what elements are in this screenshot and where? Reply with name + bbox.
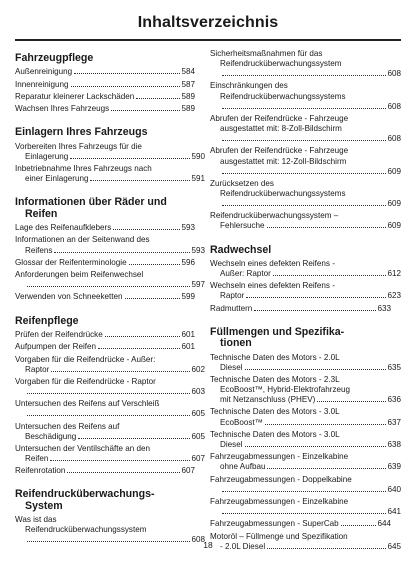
toc-entry-text: Reifens: [25, 245, 53, 255]
toc-entry-text: Technische Daten des Motors - 2.3L: [210, 374, 340, 384]
section-heading: [15, 316, 195, 327]
toc-section: [210, 325, 401, 552]
toc-page-number: 608: [387, 134, 401, 144]
toc-entry-text: Reifendrucküberwachungssystem: [220, 59, 342, 69]
toc-entry-text: Raptor: [220, 291, 245, 301]
toc-entry[interactable]: [15, 80, 195, 90]
dot-leader: [265, 423, 387, 425]
section-heading-line: Radwechsel: [210, 243, 272, 256]
toc-entry-text: Wachsen Ihres Fahrzeugs: [15, 104, 110, 114]
toc-section: [210, 243, 401, 314]
dot-leader: [27, 414, 190, 416]
toc-entry[interactable]: [15, 421, 205, 442]
dot-leader: [113, 228, 180, 230]
toc-page-number: 584: [181, 67, 195, 77]
toc-entry-text: Fahrzeugabmessungen - Einzelkabine: [210, 496, 349, 506]
section-heading: [15, 197, 195, 220]
toc-page-number: 590: [191, 151, 205, 161]
dot-leader: [70, 157, 190, 159]
toc-page-number: 602: [191, 364, 205, 374]
toc-entry-text: Abrufen der Reifendrücke - Fahrzeuge: [210, 113, 349, 123]
dot-leader: [254, 309, 376, 311]
toc-entry[interactable]: [15, 164, 205, 184]
toc-entry-text: Inbetriebnahme Ihres Fahrzeugs nach: [15, 164, 152, 174]
toc-page-number: 603: [191, 386, 205, 396]
toc-entry-text: Technische Daten des Motors - 3.0L: [210, 407, 340, 417]
toc-page-number: 591: [191, 174, 205, 184]
toc-entry-text: ohne Aufbau: [220, 462, 266, 472]
dot-leader: [136, 97, 180, 99]
toc-entry-text: Zurücksetzen des: [210, 178, 274, 188]
toc-section: [210, 49, 401, 232]
dot-leader: [78, 437, 190, 439]
toc-entry-text: Wechseln eines defekten Reifens -: [210, 258, 335, 268]
toc-entry[interactable]: [210, 519, 391, 529]
toc-entry-text: Radmuttern: [210, 303, 253, 313]
toc-entry[interactable]: [15, 342, 195, 352]
section-heading-line: tionen: [220, 337, 252, 350]
toc-page-number: 597: [191, 280, 205, 290]
toc-page-number: 641: [387, 507, 401, 517]
dot-leader: [222, 139, 386, 141]
toc-entry[interactable]: [15, 292, 195, 302]
toc-entry-text: Glossar der Reifenterminologie: [15, 257, 127, 267]
dot-leader: [98, 347, 180, 349]
dot-leader: [341, 524, 377, 526]
toc-entry[interactable]: [15, 223, 195, 233]
toc-entry-text: EcoBoost™: [220, 417, 263, 427]
dot-leader: [105, 335, 181, 337]
toc-section: [15, 488, 205, 545]
toc-page-number: 593: [191, 245, 205, 255]
toc-entry-text: Technische Daten des Motors - 3.0L: [210, 429, 340, 439]
section-heading-line: Einlagern Ihres Fahrzeugs: [15, 126, 148, 139]
section-heading-line: Fahrzeugpflege: [15, 52, 94, 64]
toc-entry[interactable]: [210, 178, 401, 209]
toc-section: [15, 53, 195, 114]
toc-entry-text: Reifenrotation: [15, 466, 66, 476]
toc-page-number: 601: [181, 329, 195, 339]
toc-page-number: 601: [181, 342, 195, 352]
section-heading: [210, 327, 391, 350]
toc-page-number: 635: [387, 362, 401, 372]
toc-entry[interactable]: [210, 49, 401, 79]
toc-page-number: 623: [387, 291, 401, 301]
toc-entry[interactable]: [15, 92, 195, 102]
toc-entry-text: Einlagerung: [25, 151, 69, 161]
toc-entry-text: Was ist das: [15, 515, 57, 525]
dot-leader: [222, 490, 386, 492]
toc-entry[interactable]: [15, 104, 195, 114]
toc-entry[interactable]: [15, 330, 195, 340]
toc-page-number: 609: [387, 166, 401, 176]
toc-entry-text: Wechseln eines defekten Reifens -: [210, 281, 335, 291]
toc-entry-text: Abrufen der Reifendrücke - Fahrzeuge: [210, 146, 349, 156]
toc-entry-text: Reifendrucküberwachungssystem: [25, 525, 147, 535]
toc-entry-text: Einschränkungen des: [210, 81, 288, 91]
toc-entry-text: Reifen: [25, 454, 49, 464]
toc-entry[interactable]: [210, 496, 401, 517]
toc-entry[interactable]: [210, 407, 401, 427]
dot-leader: [267, 467, 386, 469]
toc-entry-text: Vorgaben für die Reifendrücke - Außer:: [15, 354, 156, 364]
toc-page-number: 638: [387, 439, 401, 449]
toc-page-number: 608: [387, 69, 401, 79]
toc-entry-text: Prüfen der Reifendrücke: [15, 329, 103, 339]
section-heading: [15, 53, 195, 64]
dot-leader: [90, 179, 190, 181]
toc-entry-text: Vorbereiten Ihres Fahrzeugs für die: [15, 141, 142, 151]
page-number: 18: [203, 540, 213, 550]
toc-column-right: [210, 49, 401, 554]
toc-entry-text: Reparatur kleinerer Lackschäden: [15, 91, 135, 101]
section-heading: [210, 245, 391, 256]
toc-entry[interactable]: [210, 429, 401, 450]
toc-entry[interactable]: [15, 270, 205, 290]
toc-entry-text: Technische Daten des Motors - 2.0L: [210, 352, 340, 362]
toc-entry-text: Vorgaben für die Reifendrücke - Raptor: [15, 376, 156, 386]
toc-page-number: 605: [191, 409, 205, 419]
toc-entry[interactable]: [210, 452, 401, 472]
toc-entry-text: Diesel: [220, 439, 243, 449]
toc-entry-text: Reifendrucküberwachungssystems: [220, 188, 346, 198]
toc-entry[interactable]: [210, 352, 401, 373]
dot-leader: [74, 72, 180, 74]
toc-entry-text: Anforderungen beim Reifenwechsel: [15, 270, 144, 280]
toc-entry-text: Fahrzeugabmessungen - Einzelkabine: [210, 452, 349, 462]
toc-entry-text: Beschädigung: [25, 431, 77, 441]
toc-page-number: 607: [181, 466, 195, 476]
toc-entry-text: ausgestattet mit: 8-Zoll-Bildschirm: [220, 124, 342, 134]
toc-entry-text: Aufpumpen der Reifen: [15, 342, 96, 352]
section-heading-line: Informationen über Räder und: [15, 196, 167, 209]
toc-entry[interactable]: [15, 444, 205, 464]
dot-leader: [50, 459, 190, 461]
toc-entry[interactable]: [210, 211, 401, 231]
dot-leader: [245, 445, 387, 447]
toc-page-number: 640: [387, 484, 401, 494]
toc-entry-text: Sicherheitsmaßnahmen für das: [210, 49, 323, 58]
toc-entry-text: Raptor: [25, 364, 50, 374]
dot-leader: [222, 204, 386, 206]
toc-entry-text: Untersuchen des Reifens auf: [15, 421, 120, 431]
toc-entry-text: Lage des Reifenaufklebers: [15, 223, 112, 233]
toc-page-number: 605: [191, 431, 205, 441]
dot-leader: [51, 370, 190, 372]
toc-entry-text: Außenreinigung: [15, 67, 73, 77]
toc-page-number: 589: [181, 104, 195, 114]
toc-page-number: 637: [387, 417, 401, 427]
dot-leader: [245, 368, 387, 370]
toc-entry[interactable]: [15, 141, 205, 162]
dot-leader: [267, 226, 387, 228]
toc-entry[interactable]: [15, 258, 195, 268]
toc-entry-text: ausgestattet mit: 12-Zoll-Bildschirm: [220, 156, 347, 166]
dot-leader: [222, 74, 386, 76]
dot-leader: [54, 251, 190, 253]
toc-page-number: 644: [377, 519, 391, 529]
toc-entry[interactable]: [15, 67, 195, 77]
toc-entry[interactable]: [210, 146, 401, 176]
toc-entry[interactable]: [210, 81, 401, 111]
toc-page-number: 593: [181, 223, 195, 233]
toc-page-number: 639: [387, 462, 401, 472]
toc-entry[interactable]: [210, 113, 401, 144]
section-heading-line: System: [25, 499, 63, 512]
section-heading-line: Reifenpflege: [15, 314, 79, 327]
toc-page-number: 599: [181, 292, 195, 302]
dot-leader: [67, 471, 180, 473]
toc-entry-text: Innenreinigung: [15, 79, 69, 89]
toc-entry[interactable]: [210, 474, 401, 495]
toc-entry-text: EcoBoost™, Hybrid-Elektrofahrzeug: [220, 385, 351, 395]
dot-leader: [222, 172, 386, 174]
toc-section: [15, 314, 205, 477]
dot-leader: [71, 85, 181, 87]
toc-entry[interactable]: [15, 399, 205, 419]
toc-entry-text: Reifendrucküberwachungssystems: [220, 91, 346, 101]
toc-entry[interactable]: [210, 374, 401, 405]
toc-page-number: 596: [181, 257, 195, 267]
toc-entry-text: Reifendrucküberwachungssystem –: [210, 211, 339, 221]
toc-page-number: 609: [387, 199, 401, 209]
toc-entry[interactable]: [210, 258, 401, 279]
dot-leader: [317, 400, 386, 402]
toc-entry[interactable]: [210, 304, 391, 314]
toc-entry-text: Untersuchen des Reifens auf Verschleiß: [15, 399, 160, 409]
title-divider: [15, 39, 401, 41]
dot-leader: [273, 274, 387, 276]
toc-entry[interactable]: [15, 354, 205, 375]
dot-leader: [246, 296, 386, 298]
toc-page-number: 587: [181, 79, 195, 89]
section-heading: [15, 127, 195, 138]
toc-column-left: [15, 49, 205, 548]
dot-leader: [27, 392, 190, 394]
toc-entry-text: Fehlersuche: [220, 221, 265, 231]
toc-entry-text: Informationen an der Seitenwand des: [15, 235, 150, 245]
toc-entry-text: einer Einlagerung: [25, 174, 89, 184]
toc-entry-text: Untersuchen der Ventilschäfte an den: [15, 444, 150, 453]
toc-entry-text: Verwenden von Schneeketten: [15, 292, 123, 302]
section-heading-line: Füllmengen und Spezifika-: [210, 325, 345, 338]
toc-entry[interactable]: [15, 235, 205, 255]
toc-entry[interactable]: [210, 281, 401, 301]
dot-leader: [125, 297, 181, 299]
dot-leader: [222, 512, 386, 514]
dot-leader: [129, 263, 181, 265]
toc-page-number: 607: [191, 454, 205, 464]
toc-page-number: 609: [387, 221, 401, 231]
toc-entry-text: Außer: Raptor: [220, 269, 271, 279]
toc-section: [15, 126, 205, 184]
toc-page-number: 612: [387, 269, 401, 279]
toc-entry[interactable]: [15, 466, 195, 476]
toc-entry[interactable]: [15, 376, 205, 397]
toc-section: [15, 196, 205, 302]
toc-entry-text: mit Netzanschluss (PHEV): [220, 395, 316, 405]
toc-entry-text: Diesel: [220, 362, 243, 372]
toc-page-number: 636: [387, 395, 401, 405]
section-heading-line: Reifen: [25, 207, 58, 220]
page-title: Inhaltsverzeichnis: [137, 14, 279, 31]
dot-leader: [27, 285, 190, 287]
toc-page-number: 608: [387, 101, 401, 111]
toc-entry-text: Fahrzeugabmessungen - Doppelkabine: [210, 474, 352, 484]
toc-entry-text: Fahrzeugabmessungen - SuperCab: [210, 519, 339, 529]
toc-page-number: 633: [377, 303, 391, 313]
section-heading: [15, 489, 195, 512]
dot-leader: [222, 107, 386, 109]
toc-page-number: 589: [181, 91, 195, 101]
toc-page-number: 608: [191, 535, 205, 545]
dot-leader: [111, 109, 180, 111]
toc-entry-text: Motoröl – Füllmenge und Spezifikation: [210, 531, 348, 541]
toc-page-number: 645: [387, 541, 401, 551]
section-heading-line: Reifendrucküberwachungs-: [15, 488, 155, 501]
toc-entry-text: - 2.0L Diesel: [220, 541, 266, 551]
